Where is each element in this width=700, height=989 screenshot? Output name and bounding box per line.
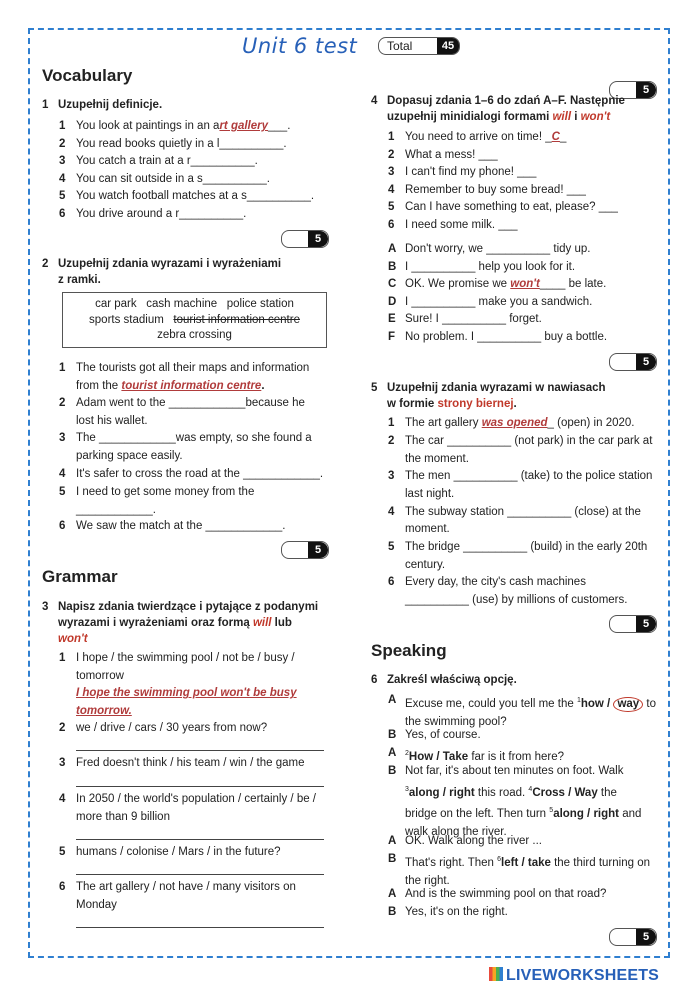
ex3-item: [59, 755, 339, 773]
speaker-letter: A: [388, 835, 397, 847]
answer-input[interactable]: I hope the swimming pool won't be busy: [76, 687, 297, 700]
item-number: 1: [388, 417, 395, 429]
ex6-score: [609, 928, 657, 946]
wont-keyword: won't: [58, 633, 88, 645]
ex4-item: [388, 164, 678, 182]
liveworksheets-icon: [489, 967, 503, 981]
dialogue-text: Yes, of course.: [405, 729, 481, 741]
ex4-instruction: [371, 93, 671, 125]
item-text: The art gallery: [405, 417, 482, 429]
ex1-item: [59, 206, 339, 224]
item-number: 1: [59, 362, 66, 374]
item-text-end: .: [261, 379, 265, 392]
dialogue-text: far is it from here?: [468, 750, 564, 763]
dialogue-text: bridge on the left. Then turn: [405, 808, 550, 821]
dialogue-line: [388, 851, 678, 890]
ex4-option: [388, 311, 678, 329]
ex4-option: [388, 294, 678, 312]
vocabulary-heading: Vocabulary: [42, 66, 133, 85]
item-text: I need to get some money from the: [76, 486, 255, 498]
speaking-heading: Speaking: [371, 641, 447, 660]
ex4-item: [388, 182, 678, 200]
ex3-item: [59, 844, 339, 862]
ex3-item: [59, 791, 339, 826]
option-choice[interactable]: How / Take: [408, 750, 469, 763]
ex3-instruction-l2: wyrazami i wyrażeniami oraz formą: [58, 617, 253, 629]
answer-input[interactable]: C: [551, 131, 560, 143]
item-text: I hope / the swimming pool / not be / busy /: [76, 652, 295, 664]
item-number: 4: [59, 793, 66, 805]
item-number: 5: [59, 190, 66, 202]
dialogue-line: [388, 692, 678, 731]
item-text: Monday: [76, 898, 117, 911]
score-value: 5: [308, 542, 328, 558]
dialogue-text: Yes, it's on the right.: [405, 906, 508, 918]
option-letter: F: [388, 330, 396, 343]
answer-input[interactable]: won't: [510, 278, 540, 290]
answer-line[interactable]: [76, 786, 324, 787]
item-text[interactable]: It's safer to cross the road at the ____________.: [76, 468, 324, 480]
item-text: In 2050 / the world's population / certainly / be /: [76, 793, 317, 805]
ex4-item: [388, 217, 678, 235]
item-text: we / drive / cars / 30 years from now?: [76, 722, 268, 734]
gap-number: 2: [405, 750, 409, 757]
gap-number: 1: [576, 697, 581, 704]
ex3-item: [59, 879, 339, 914]
passive-keyword: strony biernej: [437, 398, 514, 410]
gap-number: 3: [405, 785, 409, 793]
item-text: parking space easily.: [76, 449, 183, 462]
option-letter: B: [388, 260, 397, 273]
option-separator: /: [603, 697, 614, 710]
ex2-item: [59, 518, 339, 536]
ex4-option: [388, 259, 678, 277]
item-text[interactable]: Adam went to the ____________because he: [76, 397, 305, 409]
item-number: 2: [388, 435, 395, 447]
item-text: You need to arrive on time! _: [405, 131, 552, 143]
dialogue-text: this road.: [474, 786, 529, 799]
item-text[interactable]: The bridge __________ (build) in the early 20th: [405, 541, 648, 553]
ex2-item: [59, 395, 339, 430]
dialogue-text: to: [643, 697, 656, 710]
option-how[interactable]: how: [580, 697, 604, 710]
item-number: 6: [59, 520, 66, 532]
ex5-score-marker: [609, 353, 657, 371]
ex3-item: [59, 650, 339, 721]
item-text[interactable]: You catch a train at a r__________.: [76, 155, 258, 167]
ex2-item: [59, 360, 339, 395]
score-value: 5: [308, 231, 328, 247]
score-value: 5: [636, 616, 656, 632]
item-number: 2: [59, 722, 66, 734]
ex6-number: 6: [371, 674, 378, 686]
answer-input[interactable]: was opened: [481, 417, 548, 429]
item-text[interactable]: Can I have something to eat, please? ___: [405, 201, 618, 213]
score-value: 5: [636, 929, 656, 945]
dialogue-line: [388, 833, 678, 851]
word-box-line: [63, 313, 326, 329]
gap-number: 4: [528, 785, 533, 793]
item-number: 3: [388, 166, 395, 178]
ex5-item: [388, 504, 678, 539]
item-text: tomorrow: [76, 669, 124, 682]
dialogue-text: the right.: [405, 874, 450, 887]
ex1-item: [59, 118, 339, 136]
word-box: [62, 292, 327, 348]
item-text[interactable]: The car __________ (not park) in the car park at: [405, 435, 653, 447]
ex5-item: [388, 468, 678, 503]
item-text[interactable]: You drive around a r__________.: [76, 207, 247, 220]
total-label: Total: [387, 39, 413, 53]
ex5-instruction-l2: w formie: [387, 398, 438, 410]
item-number: 4: [59, 172, 66, 185]
option-text[interactable]: I __________ make you a sandwich.: [405, 295, 593, 308]
ex4-instruction-l1: Dopasuj zdania 1–6 do zdań A–F. Następnie: [387, 95, 625, 107]
wont-keyword: won't: [580, 111, 611, 123]
gap-number: 6: [497, 856, 502, 863]
ex4-option: [388, 329, 678, 347]
ex1-score: [281, 230, 329, 248]
answer-line[interactable]: [76, 927, 324, 928]
item-number: 3: [59, 432, 66, 444]
item-text[interactable]: ____________.: [76, 503, 156, 516]
and-word: i: [571, 111, 581, 123]
option-letter: D: [388, 295, 397, 308]
dialogue-line: [388, 763, 678, 841]
answer-input[interactable]: tourist information centre: [121, 379, 262, 392]
item-number: 5: [59, 486, 66, 498]
speaker-letter: B: [388, 853, 397, 865]
ex4-option: [388, 276, 678, 294]
item-text: from the: [76, 379, 122, 392]
item-text: Every day, the city's cash machines: [405, 576, 586, 588]
answer-line[interactable]: [76, 750, 324, 751]
answer-input[interactable]: rt gallery: [219, 120, 269, 132]
item-text: century.: [405, 558, 446, 571]
item-text: Fred doesn't think / his team / win / the game: [76, 757, 305, 769]
item-text: moment.: [405, 523, 450, 536]
ex5-number: 5: [371, 382, 378, 394]
item-text[interactable]: I need some milk. ___: [405, 218, 518, 231]
item-number: 6: [388, 576, 395, 588]
footer-text: LIVEWORKSHEETS: [506, 967, 660, 984]
ex1-instruction-text: Uzupełnij definicje.: [58, 99, 163, 111]
ex4-item: [388, 129, 678, 147]
ex3-item: [59, 720, 339, 738]
ex1-instruction: [42, 97, 162, 113]
item-number: 5: [59, 846, 66, 858]
ex4-item: [388, 147, 678, 165]
ex4-instruction-l2: uzupełnij minidialogi formami: [387, 111, 553, 123]
ex6-instruction: [371, 672, 671, 688]
option-text[interactable]: I __________ help you look for it.: [405, 260, 576, 273]
total-value: 45: [437, 38, 459, 54]
item-number: 4: [59, 468, 66, 480]
dialogue-text: the: [597, 786, 617, 799]
ex2-instruction-l2: z ramki.: [58, 274, 101, 286]
ex2-score: [281, 541, 329, 559]
item-text[interactable]: I can't find my phone! ___: [405, 166, 537, 178]
word-box-word-used: tourist information centre: [173, 313, 300, 326]
ex2-item: [59, 430, 339, 465]
option-text: OK. We promise we: [405, 278, 511, 290]
item-text-end: _ (open) in 2020.: [547, 417, 635, 429]
dialogue-text: Excuse me, could you tell me the: [405, 697, 577, 710]
item-number: 2: [59, 137, 66, 150]
dialogue-text: the third turning on: [550, 856, 650, 869]
ex5-item: [388, 574, 678, 609]
dialogue-text: And is the swimming pool on that road?: [405, 888, 607, 900]
item-text[interactable]: __________ (use) by millions of customers.: [405, 593, 628, 606]
item-text[interactable]: Remember to buy some bread! ___: [405, 183, 586, 196]
ex1-item: [59, 171, 339, 189]
ex1-item: [59, 136, 339, 154]
item-text: humans / colonise / Mars / in the future?: [76, 846, 281, 858]
item-text: more than 9 billion: [76, 810, 170, 823]
speaker-letter: A: [388, 888, 397, 900]
item-number: 6: [59, 881, 66, 893]
ex2-item: [59, 466, 339, 484]
grammar-heading: Grammar: [42, 567, 118, 586]
dialogue-text: the swimming pool?: [405, 715, 507, 728]
ex5-item: [388, 433, 678, 468]
option-choice[interactable]: along / right: [408, 786, 475, 799]
item-text: last night.: [405, 487, 455, 500]
item-text[interactable]: You watch football matches at a s__________.: [76, 190, 315, 202]
option-letter: E: [388, 313, 396, 325]
item-text[interactable]: The men __________ (take) to the police station: [405, 470, 653, 482]
ex4-item: [388, 199, 678, 217]
item-number: 5: [388, 541, 395, 553]
ex6-instruction-text: Zakreśl właściwą opcję.: [387, 674, 517, 686]
footer-logo[interactable]: [489, 967, 659, 985]
ex2-number: 2: [42, 258, 49, 270]
speaker-letter: A: [388, 747, 397, 759]
item-text: The art gallery / not have / many visitors on: [76, 881, 296, 893]
ex3-instruction: [42, 599, 342, 647]
speaker-letter: B: [388, 906, 397, 918]
item-text[interactable]: The subway station __________ (close) at the: [405, 505, 641, 518]
ex5-instruction: 5 Uzupełnij zdania wyrazami w nawiasach w formie strony biernej.: [371, 382, 606, 410]
item-number: 5: [388, 201, 395, 213]
item-number: 6: [59, 207, 66, 220]
option-text-end: ____ be late.: [539, 278, 607, 290]
answer-line[interactable]: [76, 874, 324, 875]
dialogue-text: walk along the river.: [405, 825, 507, 838]
item-number: 4: [388, 505, 395, 518]
speaker-letter: B: [388, 765, 397, 777]
dialogue-text: OK. Walk along the river ...: [405, 835, 542, 847]
option-text[interactable]: Sure! I __________ forget.: [405, 313, 542, 325]
item-text: You look at paintings in an a: [76, 120, 220, 132]
item-number: 3: [59, 757, 66, 769]
item-number: 3: [388, 470, 395, 482]
ex5-score: [609, 615, 657, 633]
ex5-instruction-l1: Uzupełnij zdania wyrazami w nawiasach: [387, 382, 606, 394]
speaker-letter: B: [388, 729, 397, 741]
option-way-circled[interactable]: way: [613, 697, 643, 712]
option-choice[interactable]: left / take: [501, 856, 551, 869]
option-choice[interactable]: along / right: [553, 808, 619, 821]
score-value: 5: [636, 354, 656, 370]
item-text-end: ___.: [268, 120, 291, 132]
item-text[interactable]: We saw the match at the ____________.: [76, 520, 286, 532]
word-box-word: sports stadium: [89, 313, 164, 326]
item-number: 6: [388, 218, 395, 231]
will-keyword: will: [552, 111, 572, 123]
item-text: the moment.: [405, 452, 469, 465]
page-title: Unit 6 test: [242, 34, 358, 58]
word-box-line: zebra crossing: [157, 329, 232, 341]
dialogue-text: Not far, it's about ten minutes on foot. Walk: [405, 765, 624, 777]
ex3-instruction-l1: Napisz zdania twierdzące i pytające z podanymi: [58, 601, 319, 613]
option-choice[interactable]: Cross / Way: [532, 786, 598, 799]
item-text-end: _: [559, 131, 567, 143]
ex3-number: 3: [42, 601, 49, 613]
dialogue-text: That's right. Then: [405, 856, 498, 869]
score-value: 5: [636, 82, 656, 98]
ex5-item: [388, 415, 678, 433]
total-score-box: [378, 37, 460, 55]
ex1-item: [59, 188, 339, 206]
item-text[interactable]: You can sit outside in a s__________.: [76, 172, 270, 185]
item-text[interactable]: The ____________was empty, so she found a: [76, 432, 312, 444]
dialogue-line: [388, 727, 678, 745]
ex2-item: [59, 484, 339, 519]
dialogue-line: [388, 904, 678, 922]
dialogue-line: [388, 886, 678, 904]
item-text[interactable]: What a mess! ___: [405, 148, 498, 161]
answer-line[interactable]: [76, 839, 324, 840]
item-text: The tourists got all their maps and information: [76, 362, 310, 374]
dialogue-text: and: [619, 808, 642, 821]
speaker-letter: A: [388, 694, 397, 706]
ex1-item: [59, 153, 339, 171]
option-letter: C: [388, 278, 397, 290]
item-number: 1: [59, 652, 66, 664]
gap-number: 5: [549, 807, 554, 815]
item-text[interactable]: You read books quietly in a l__________.: [76, 137, 287, 150]
item-number: 3: [59, 155, 66, 167]
item-number: 2: [388, 148, 395, 161]
item-number: 2: [59, 397, 66, 409]
item-text: lost his wallet.: [76, 414, 148, 427]
ex2-instruction-l1: Uzupełnij zdania wyrazami i wyrażeniami: [58, 258, 282, 270]
item-number: 1: [59, 120, 66, 132]
option-text[interactable]: Don't worry, we __________ tidy up.: [405, 243, 591, 255]
answer-input[interactable]: tomorrow.: [76, 705, 132, 718]
option-letter: A: [388, 243, 397, 255]
ex1-number: 1: [42, 99, 49, 111]
ex4-option: [388, 241, 678, 259]
ex2-instruction: [42, 256, 332, 288]
option-text[interactable]: No problem. I __________ buy a bottle.: [405, 330, 608, 343]
item-number: 4: [388, 183, 395, 196]
lub-word: lub: [271, 617, 292, 629]
ex4-number: 4: [371, 95, 378, 107]
ex5-item: [388, 539, 678, 574]
item-number: 1: [388, 131, 395, 143]
word-box-line: car park cash machine police station: [95, 298, 294, 310]
will-keyword: will: [252, 617, 272, 629]
